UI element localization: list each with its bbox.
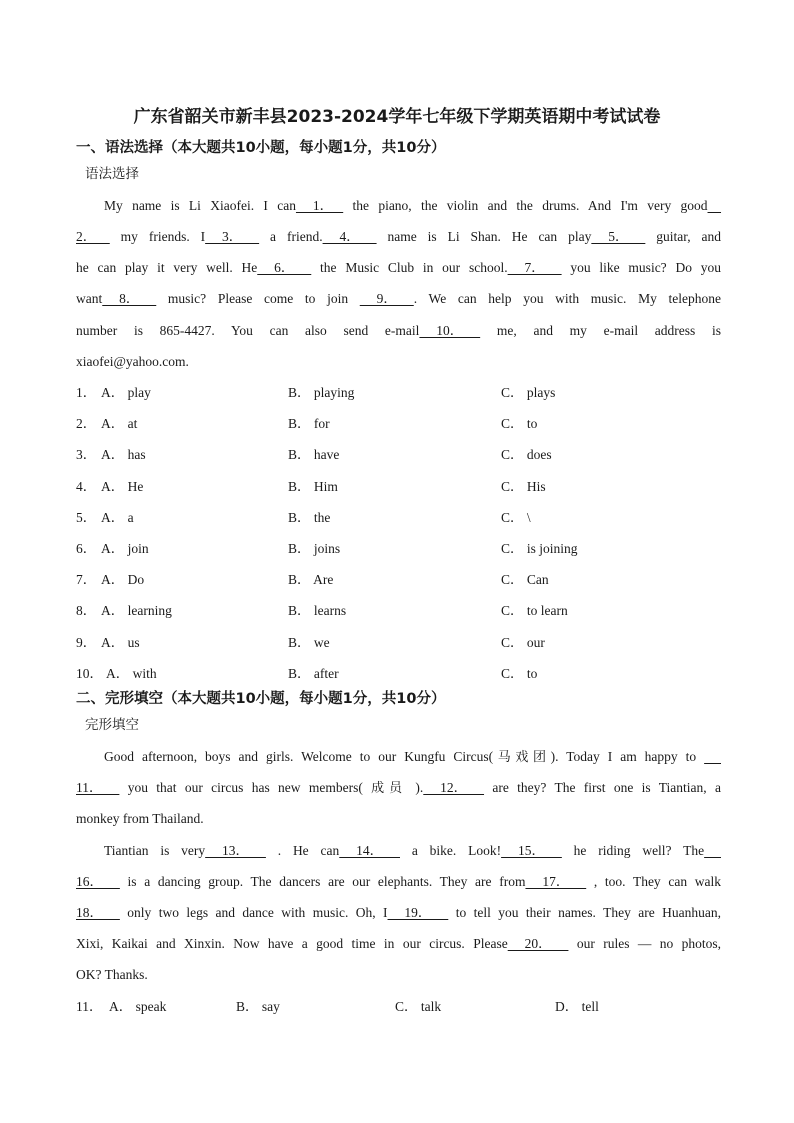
answer-blank [704, 747, 721, 767]
section-heading-cloze: 二、完形填空（本大题共10小题，每小题1分，共10分） [76, 691, 446, 707]
option-a: A． speak [109, 999, 167, 1014]
answer-blank [704, 841, 721, 861]
question-number: 1． [76, 385, 97, 400]
option-c: C． to [501, 666, 538, 681]
section-subtitle-grammar: 语法选择 [85, 166, 139, 182]
question-row [76, 997, 721, 1017]
question-number: 6． [76, 541, 97, 556]
option-a: A． learning [101, 603, 172, 618]
option-a: A． with [106, 666, 157, 681]
answer-blank: 12． [423, 780, 485, 795]
option-b: B． we [288, 635, 330, 650]
question-number: 3． [76, 447, 97, 462]
question-number: 4． [76, 479, 97, 494]
option-c: C． is joining [501, 541, 578, 556]
option-c: C． to learn [501, 603, 568, 618]
answer-blank: 5． [591, 229, 646, 244]
answer-blank: 8． [102, 291, 157, 306]
option-b: B． playing [288, 385, 355, 400]
answer-blank: 3． [205, 229, 260, 244]
passage-line: 16． is a dancing group. The dancers are our elephants. They are from 17． , too. They can walk [76, 872, 721, 892]
option-a: A． play [101, 385, 151, 400]
answer-blank: 11． [76, 780, 120, 795]
answer-blank: 6． [257, 260, 312, 275]
option-b: B． say [236, 999, 280, 1014]
option-a: A． He [101, 479, 144, 494]
passage-line: want 8． music? Please come to join 9． . We can help you with music. My telephone [76, 289, 721, 309]
question-number: 9． [76, 635, 97, 650]
passage-line: 18． only two legs and dance with music. Oh, I 19． to tell you their names. They are Huanhuan, [76, 903, 721, 923]
option-b: B． joins [288, 541, 341, 556]
question-row [76, 601, 721, 621]
passage-line: 2． my friends. I 3． a friend. 4． name is Li Shan. He can play 5． guitar, and [76, 227, 721, 247]
passage-line: Xixi, Kaikai and Xinxin. Now have a good time in our circus. Please 20． our rules — no photos, [76, 934, 721, 954]
question-number: 5． [76, 510, 97, 525]
option-c: C． our [501, 635, 545, 650]
question-row [76, 570, 721, 590]
question-row [76, 633, 721, 653]
question-number: 8． [76, 603, 97, 618]
passage-line: xiaofei@yahoo.com. [76, 354, 189, 369]
passage-line: number is 865-4427. You can also send e-mail 10． me, and my e-mail address is [76, 321, 721, 341]
passage-line: Good afternoon, boys and girls. Welcome to our Kungfu Circus(马戏团). Today I am happy to [104, 747, 721, 768]
section-heading-grammar: 一、语法选择（本大题共10小题，每小题1分，共10分） [76, 140, 446, 156]
option-a: A． has [101, 447, 146, 462]
question-row [76, 445, 721, 465]
option-b: B． Are [288, 572, 334, 587]
answer-blank: 10． [419, 323, 481, 338]
option-c: C． talk [395, 999, 442, 1014]
option-a: A． us [101, 635, 140, 650]
option-b: B． after [288, 666, 339, 681]
answer-blank: 4． [322, 229, 377, 244]
question-row [76, 383, 721, 403]
option-c: C． to [501, 416, 538, 431]
passage-line: My name is Li Xiaofei. I can 1． the piano, the violin and the drums. And I'm very good [104, 196, 721, 216]
option-c: C． plays [501, 385, 556, 400]
passage-line: 11． you that our circus has new members( 成员 ). 12． are they? The first one is Tiantian, a [76, 780, 721, 796]
answer-blank: 13． [205, 843, 266, 858]
question-number: 7． [76, 572, 97, 587]
answer-blank: 7． [507, 260, 562, 275]
option-b: B． the [288, 510, 331, 525]
option-b: B． Him [288, 479, 338, 494]
option-b: B． for [288, 416, 330, 431]
option-a: A． a [101, 510, 134, 525]
answer-blank: 18． [76, 905, 120, 920]
passage-line: he can play it very well. He 6． the Music Club in our school. 7． you like music? Do you [76, 258, 721, 278]
question-row [76, 664, 721, 684]
option-c: C． His [501, 479, 546, 494]
question-number: 11． [76, 999, 103, 1014]
option-a: A． Do [101, 572, 145, 587]
answer-blank: 15． [501, 843, 562, 858]
option-d: D． tell [555, 999, 599, 1014]
option-b: B． have [288, 447, 340, 462]
option-c: C． Can [501, 572, 549, 587]
question-row [76, 477, 721, 497]
question-row [76, 508, 721, 528]
question-number: 2． [76, 416, 97, 431]
answer-blank: 20． [507, 936, 569, 951]
answer-blank [708, 196, 722, 216]
section-subtitle-cloze: 完形填空 [85, 717, 139, 733]
question-row [76, 414, 721, 434]
option-a: A． at [101, 416, 138, 431]
option-a: A． join [101, 541, 149, 556]
option-c: C． \ [501, 510, 531, 525]
option-b: B． learns [288, 603, 347, 618]
page-title: 广东省韶关市新丰县2023-2024学年七年级下学期英语期中考试试卷 [133, 107, 661, 127]
answer-blank: 19． [387, 905, 449, 920]
answer-blank: 16． [76, 874, 120, 889]
option-c: C． does [501, 447, 552, 462]
passage-line: OK? Thanks. [76, 967, 148, 982]
answer-blank: 17． [525, 874, 587, 889]
answer-blank: 2． [76, 229, 110, 244]
passage-line: monkey from Thailand. [76, 811, 204, 826]
answer-blank: 1． [295, 198, 344, 213]
answer-blank: 9． [359, 291, 414, 306]
passage-line: Tiantian is very 13． . He can 14． a bike. Look! 15． he riding well? The [104, 841, 721, 861]
question-row [76, 539, 721, 559]
answer-blank: 14． [339, 843, 400, 858]
question-number: 10． [76, 666, 103, 681]
